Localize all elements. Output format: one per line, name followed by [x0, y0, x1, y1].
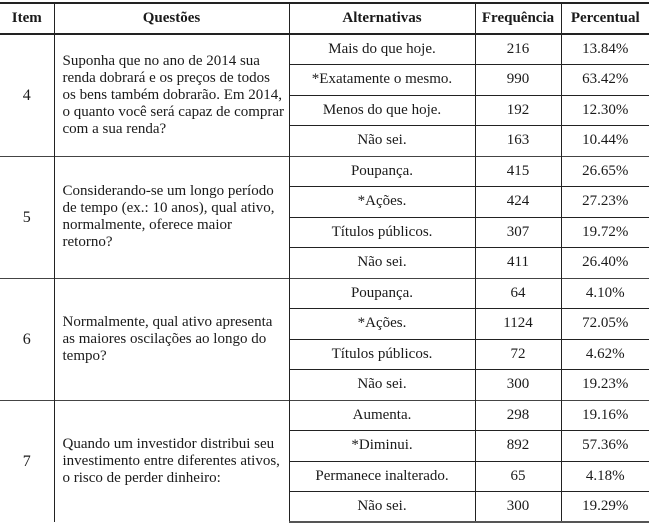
percentage-cell: 4.18%: [561, 461, 649, 492]
percentage-cell: 26.65%: [561, 156, 649, 187]
alternative-cell: Poupança.: [289, 278, 475, 309]
alternative-cell: *Ações.: [289, 187, 475, 218]
percentage-cell: 12.30%: [561, 95, 649, 126]
percentage-cell: 72.05%: [561, 309, 649, 340]
header-question: Questões: [54, 3, 289, 34]
percentage-cell: 10.44%: [561, 126, 649, 157]
frequency-cell: 72: [475, 339, 561, 370]
question-text: Quando um investidor distribui seu investimento entre diferentes ativos, o risco de perder dinheiro:: [54, 400, 289, 522]
percentage-cell: 57.36%: [561, 431, 649, 462]
alternative-cell: Aumenta.: [289, 400, 475, 431]
percentage-cell: 19.72%: [561, 217, 649, 248]
percentage-cell: 13.84%: [561, 34, 649, 65]
alternative-cell: Poupança.: [289, 156, 475, 187]
header-frequency: Frequência: [475, 3, 561, 34]
item-number: 6: [0, 278, 54, 400]
question-group: [0, 156, 649, 278]
frequency-cell: 307: [475, 217, 561, 248]
header-percentage: Percentual: [561, 3, 649, 34]
frequency-cell: 300: [475, 492, 561, 523]
frequency-cell: 300: [475, 370, 561, 401]
alternative-cell: Mais do que hoje.: [289, 34, 475, 65]
percentage-cell: 4.62%: [561, 339, 649, 370]
question-text: Considerando-se um longo período de tempo (ex.: 10 anos), qual ativo, normalmente, oferece maior retorno?: [54, 156, 289, 278]
alternative-cell: *Exatamente o mesmo.: [289, 65, 475, 96]
alternative-cell: Menos do que hoje.: [289, 95, 475, 126]
frequency-cell: 298: [475, 400, 561, 431]
frequency-cell: 216: [475, 34, 561, 65]
frequency-cell: 892: [475, 431, 561, 462]
question-group: [0, 34, 649, 156]
question-text: Suponha que no ano de 2014 sua renda dobrará e os preços de todos os bens também dobrarão. Em 2014, o quanto você será capaz de comprar com a sua renda?: [54, 34, 289, 156]
header-alternatives: Alternativas: [289, 3, 475, 34]
percentage-cell: 19.23%: [561, 370, 649, 401]
alternative-cell: *Ações.: [289, 309, 475, 340]
alternative-cell: Não sei.: [289, 248, 475, 279]
alternative-cell: *Diminui.: [289, 431, 475, 462]
frequency-cell: 990: [475, 65, 561, 96]
alternative-cell: Títulos públicos.: [289, 217, 475, 248]
question-group: [0, 278, 649, 400]
percentage-cell: 19.29%: [561, 492, 649, 523]
frequency-cell: 163: [475, 126, 561, 157]
alternative-cell: Não sei.: [289, 126, 475, 157]
item-number: 4: [0, 34, 54, 156]
table-row: [0, 34, 649, 65]
table-row: [0, 278, 649, 309]
alternative-cell: Títulos públicos.: [289, 339, 475, 370]
frequency-cell: 192: [475, 95, 561, 126]
frequency-cell: 65: [475, 461, 561, 492]
percentage-cell: 4.10%: [561, 278, 649, 309]
header-item: Item: [0, 3, 54, 34]
percentage-cell: 27.23%: [561, 187, 649, 218]
percentage-cell: 19.16%: [561, 400, 649, 431]
question-text: Normalmente, qual ativo apresenta as maiores oscilações ao longo do tempo?: [54, 278, 289, 400]
percentage-cell: 26.40%: [561, 248, 649, 279]
question-group: [0, 400, 649, 522]
table-row: [0, 156, 649, 187]
alternative-cell: Permanece inalterado.: [289, 461, 475, 492]
frequency-cell: 424: [475, 187, 561, 218]
alternative-cell: Não sei.: [289, 370, 475, 401]
frequency-cell: 411: [475, 248, 561, 279]
frequency-cell: 1124: [475, 309, 561, 340]
header-row: [0, 3, 649, 34]
item-number: 5: [0, 156, 54, 278]
table-row: [0, 400, 649, 431]
item-number: 7: [0, 400, 54, 522]
survey-results-table: [0, 2, 649, 523]
frequency-cell: 415: [475, 156, 561, 187]
alternative-cell: Não sei.: [289, 492, 475, 523]
percentage-cell: 63.42%: [561, 65, 649, 96]
frequency-cell: 64: [475, 278, 561, 309]
